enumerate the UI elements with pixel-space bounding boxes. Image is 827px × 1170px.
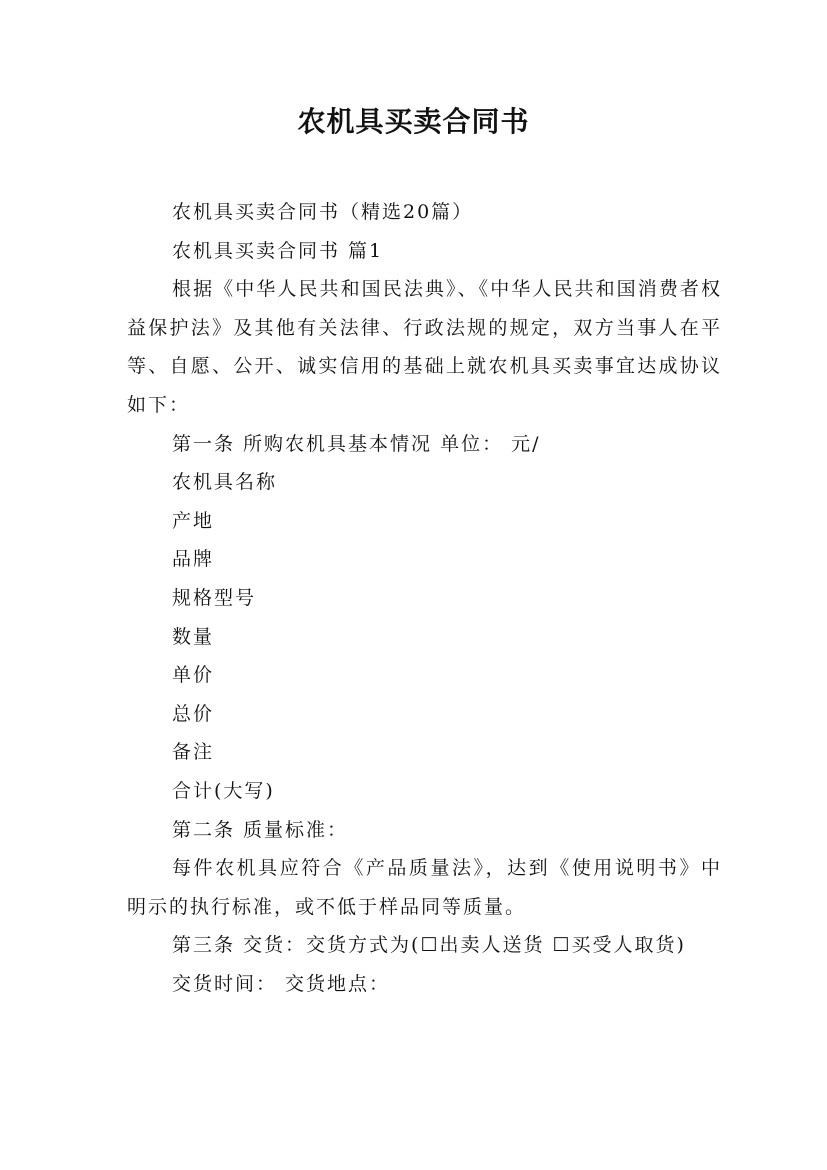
article-1-heading: 第一条 所购农机具基本情况 单位： 元/	[172, 432, 541, 455]
field-brand: 品牌	[172, 548, 215, 571]
field-total-uppercase: 合计(大写)	[172, 779, 275, 802]
field-remarks: 备注	[172, 741, 215, 764]
section-heading: 农机具买卖合同书 篇1	[172, 239, 384, 262]
field-origin: 产地	[172, 509, 215, 532]
field-quantity: 数量	[172, 625, 215, 648]
document-body	[127, 193, 722, 1003]
quality-paragraph: 每件农机具应符合《产品质量法》，达到《使用说明书》中明示的执行标准，或不低于样品同等质量。	[127, 857, 722, 918]
intro-paragraph: 根据《中华人民共和国民法典》、《中华人民共和国消费者权益保护法》及其他有关法律、行政法规的规定，双方当事人在平等、自愿、公开、诚实信用的基础上就农机具买卖事宜达成协议如下：	[127, 278, 722, 416]
article-2-heading: 第二条 质量标准：	[172, 818, 349, 841]
article-3-paragraph: 第三条 交货：交货方式为(☐出卖人送货 ☐买受人取货)	[172, 934, 686, 957]
subtitle-paragraph: 农机具买卖合同书（精选20篇）	[172, 201, 474, 223]
delivery-time-place: 交货时间： 交货地点：	[172, 972, 391, 995]
field-machine-name: 农机具名称	[172, 471, 278, 494]
field-model: 规格型号	[172, 586, 257, 609]
field-unit-price: 单价	[172, 664, 215, 687]
document-title: 农机具买卖合同书	[297, 105, 530, 138]
field-total-price: 总价	[172, 702, 215, 725]
